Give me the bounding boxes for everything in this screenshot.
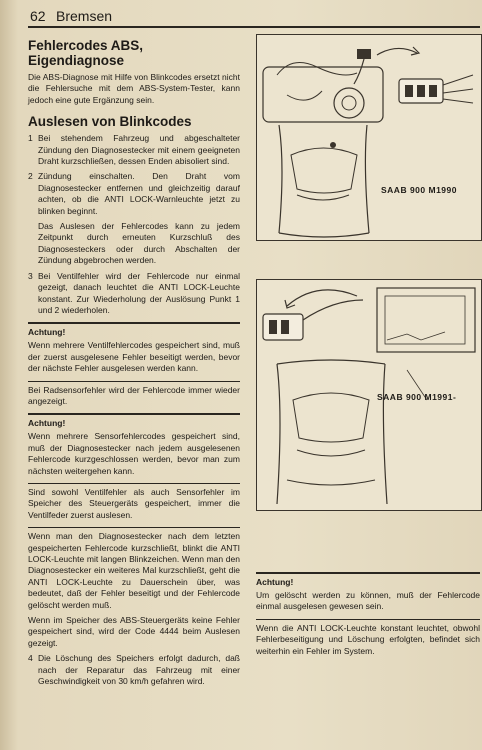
figure-saab-1991	[256, 279, 482, 511]
warning-sensor-faults: Wenn mehrere Sensorfehlercodes gespeichert sind, muß der Diagnosestecker nach jedem ausgelesenen Fehlercode kurzgeschlossen werden, bevor man zum nächsten weitergehen kann.	[28, 431, 240, 476]
step-number: 3	[28, 270, 33, 281]
step-text: Bei Ventilfehler wird der Fehlercode nur einmal gezeigt, danach leuchtet die ANTI LOCK-Leuchte konstant. Zur Wiederholung der Auslösung Punkt 1 und 2 wiederholen.	[38, 270, 240, 315]
step-3	[28, 271, 240, 317]
step-number: 2	[28, 171, 33, 182]
note-wheel-sensor: Bei Radsensorfehler wird der Fehlercode immer wieder angezeigt.	[28, 384, 240, 406]
divider	[28, 483, 240, 484]
step-text: Bei stehendem Fahrzeug und abgeschalteter Zündung den Diagnosestecker mit einem geeigneten Draht kurzschließen, dessen Enden abisoliert sind.	[38, 133, 240, 167]
divider	[28, 527, 240, 528]
right-notes	[256, 566, 480, 661]
warning-valve-faults: Wenn mehrere Ventilfehlercodes gespeichert sind, muß der zuerst ausgelesene Fehler beseitigt werden, bevor der nächste Fehler ausgelesen werden kann.	[28, 340, 240, 374]
step-4	[28, 653, 240, 687]
note-both-faults: Sind sowohl Ventilfehler als auch Sensorfehler im Speicher des Steuergeräts gespeichert, immer die Ventilfeder zuerst auslesen.	[28, 486, 240, 520]
step-1	[28, 133, 240, 167]
step-text: Zündung einschalten. Den Draht vom Diagnosestecker entfernen und gleichzeitig darauf achten, ob die ANTI LOCK-Warnleuchte jetzt zu blinken beginnt.	[38, 171, 240, 216]
section-intro: Die ABS-Diagnose mit Hilfe von Blinkcodes ersetzt nicht die Fehlersuche mit dem ABS-System-Tester, kann jedoch eine gute Ergänzung sein.	[28, 72, 240, 105]
note-last-fault: Wenn man den Diagnosestecker nach dem letzten gespeicherten Fehlercode kurzschließt, blinkt die ANTI LOCK-Leuchte mit langen Blinkzeichen. Wenn man den Diagnosestecker ein weiteres Mal kurzschließt, geht die ANTI LOCK-Leuchte zu Dauerschein über, was bedeutet, daß der Fehler beseitigt und der Fehlercode gelöscht werden muß.	[28, 531, 240, 610]
note-constant-light: Wenn die ANTI LOCK-Leuchte konstant leuchtet, obwohl Fehlerbeseitigung und Löschung erfolgten, befindet sich weiterhin ein Fehler im System.	[256, 622, 480, 656]
divider	[256, 572, 480, 574]
note-no-fault: Wenn im Speicher des ABS-Steuergeräts keine Fehler gespeichert sind, wird der Code 4444 beim Auslesen gezeigt.	[28, 615, 240, 648]
right-column	[256, 34, 480, 511]
warning-title: Achtung!	[28, 327, 66, 338]
figure-saab-1990	[256, 34, 482, 241]
warning-title: Achtung!	[28, 418, 66, 429]
chapter-title: Bremsen	[56, 8, 113, 24]
step-2-extra: Das Auslesen der Fehlercodes kann zu jedem Zeitpunkt durch erneuten Kurzschluß des Diagnosesteckers oder durch Abschalten der Zündung abgebrochen werden.	[38, 221, 240, 266]
engine-bay-drawing-1990	[257, 35, 481, 240]
page-number: 62	[30, 8, 46, 24]
warning-delete-condition: Um gelöscht werden zu können, muß der Fehlercode einmal ausgelesen gewesen sein.	[256, 590, 480, 612]
figure-label-1990: SAAB 900 M1990	[381, 185, 457, 195]
step-number: 1	[28, 133, 33, 144]
step-2	[28, 171, 240, 217]
header-rule	[28, 26, 480, 28]
divider	[28, 413, 240, 415]
warning-title: Achtung!	[256, 577, 294, 587]
section-title: Fehlercodes ABS, Eigendiagnose	[28, 38, 144, 68]
divider	[28, 322, 240, 324]
step-text: Die Löschung des Speichers erfolgt dadurch, daß nach der Reparatur das Fahrzeug mit einer Geschwindigkeit von 30 km/h gefahren wird.	[38, 653, 240, 687]
divider	[28, 381, 240, 382]
figure-label-1991: SAAB 900 M1991-	[377, 392, 457, 402]
step-number: 4	[28, 653, 33, 664]
divider	[256, 619, 480, 620]
page-header	[0, 0, 482, 28]
left-column	[28, 34, 240, 691]
subsection-title: Auslesen von Blinkcodes	[28, 114, 192, 130]
